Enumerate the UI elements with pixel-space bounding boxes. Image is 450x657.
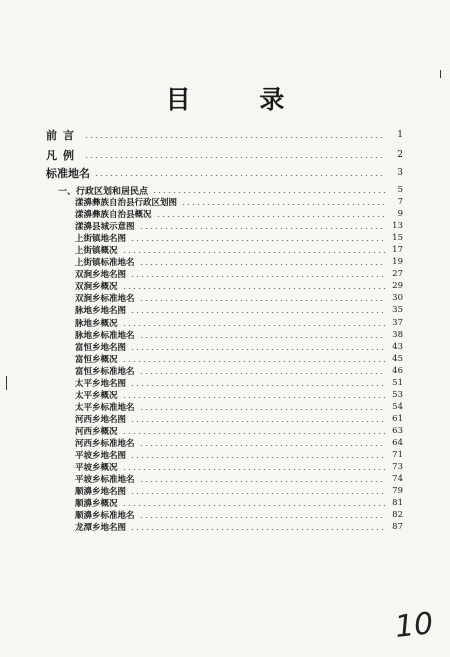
toc-label: 前言 [46, 129, 80, 142]
toc-page-number: 30 [392, 293, 403, 304]
toc-leader-dots [130, 349, 386, 350]
toc-label: 河西乡地名图 [75, 414, 127, 425]
toc-leader-dots [139, 264, 386, 265]
toc-row [46, 148, 403, 162]
toc-page-number: 87 [392, 522, 403, 533]
scan-mark-left [6, 376, 7, 390]
toc-page-number: 15 [392, 233, 403, 244]
toc-label: 富恒乡概况 [75, 354, 118, 365]
toc-page-number: 73 [392, 462, 403, 473]
toc-page-number: 74 [392, 474, 403, 485]
toc-leader-dots [94, 175, 386, 176]
scan-mark-right [440, 70, 441, 78]
toc-row [75, 232, 403, 244]
toc-page-number: 64 [392, 438, 403, 448]
toc-row [75, 413, 403, 425]
toc-leader-dots [139, 481, 386, 482]
toc-row [75, 497, 403, 509]
toc-row [58, 184, 403, 196]
toc-leader-dots [122, 325, 386, 326]
toc-page-number: 61 [392, 413, 403, 424]
toc-leader-dots [84, 157, 386, 158]
toc-leader-dots [122, 361, 386, 362]
toc-page-number: 5 [397, 185, 403, 195]
toc-row [75, 521, 403, 533]
toc-leader-dots [139, 445, 386, 446]
toc-label: 太平乡概况 [75, 390, 118, 401]
toc-label: 漾濞彝族自治县行政区划图 [75, 198, 178, 208]
toc-leader-dots [139, 228, 386, 229]
toc-label: 顺濞乡地名图 [75, 487, 127, 498]
toc-page-number: 27 [392, 269, 403, 280]
toc-row [75, 377, 403, 389]
toc-leader-dots [122, 252, 386, 253]
toc-page-number: 82 [392, 510, 403, 521]
toc-leader-dots [122, 288, 386, 289]
toc-label: 平坡乡地名图 [75, 451, 127, 462]
toc-page-number: 45 [392, 353, 403, 364]
toc-row [75, 244, 403, 256]
toc-label: 脉地乡标准地名 [75, 330, 135, 341]
toc-row [75, 437, 403, 449]
toc-leader-dots [130, 457, 386, 458]
toc-row [75, 196, 403, 208]
toc-leader-dots [130, 385, 386, 386]
toc-row [75, 208, 403, 220]
toc-row [75, 280, 403, 292]
toc-leader-dots [130, 312, 386, 313]
toc-label: 上街镇地名图 [75, 234, 127, 245]
toc-row [75, 401, 403, 413]
toc-label: 顺濞乡标准地名 [75, 511, 135, 522]
toc-page-number: 17 [392, 245, 403, 256]
toc-row [75, 268, 403, 280]
toc-label: 标准地名 [46, 167, 90, 180]
toc-page-number: 19 [392, 257, 403, 268]
toc-label: 双涧乡地名图 [75, 270, 127, 281]
toc-page-number: 29 [392, 281, 403, 292]
toc-label: 凡例 [46, 149, 80, 162]
toc-row [75, 292, 403, 304]
toc-page-number: 3 [397, 168, 403, 178]
toc-page-number: 35 [392, 305, 403, 316]
toc-label: 太平乡标准地名 [75, 402, 135, 413]
toc-label: 脉地乡地名图 [75, 306, 127, 317]
toc-row [75, 341, 403, 353]
toc-page-number: 43 [392, 341, 403, 352]
toc-leader-dots [139, 373, 386, 374]
toc-leader-dots [130, 240, 386, 241]
toc-leader-dots [122, 433, 386, 434]
toc-row [75, 353, 403, 365]
toc-label: 上街镇标准地名 [75, 258, 135, 269]
toc-leader-dots [130, 493, 386, 494]
toc-leader-dots [139, 300, 386, 301]
toc-label: 双涧乡标准地名 [75, 294, 135, 305]
toc-page-number: 46 [392, 365, 403, 376]
toc-leader-dots [139, 337, 386, 338]
toc-row [75, 329, 403, 341]
toc-row [75, 509, 403, 521]
toc-label: 太平乡地名图 [75, 378, 127, 389]
toc-leader-dots [130, 421, 386, 422]
toc-label: 平坡乡概况 [75, 463, 118, 474]
toc-page-number: 53 [392, 389, 403, 400]
toc-row [75, 256, 403, 268]
toc-leader-dots [130, 276, 386, 277]
toc-label: 漾濞县城示意图 [75, 222, 135, 233]
toc-leader-dots [139, 517, 386, 518]
toc-row [46, 166, 403, 180]
toc-page-number: 51 [392, 377, 403, 388]
handwritten-page-number: 10 [393, 606, 435, 645]
toc-row [75, 461, 403, 473]
toc-label: 龙潭乡地名图 [75, 523, 127, 534]
toc-page-number: 2 [397, 150, 403, 160]
toc-label: 平坡乡标准地名 [75, 475, 135, 486]
toc-label: 脉地乡概况 [75, 318, 118, 329]
toc-page-number: 54 [392, 401, 403, 412]
toc-row [75, 365, 403, 377]
toc-label: 上街镇概况 [75, 246, 118, 257]
toc-page-number: 71 [392, 450, 403, 461]
toc-label: 河西乡概况 [75, 426, 118, 437]
page-title: 目 录 [165, 85, 315, 114]
toc-leader-dots [156, 216, 386, 217]
toc-label: 漾濞彝族自治县概况 [75, 210, 152, 221]
toc-label: 富恒乡地名图 [75, 342, 127, 353]
toc-row [75, 220, 403, 232]
toc-page-number: 13 [392, 221, 403, 232]
toc-page-number: 9 [397, 209, 403, 220]
toc-page-number: 37 [392, 317, 403, 328]
toc-leader-dots [181, 204, 386, 205]
toc-row [75, 449, 403, 461]
toc-label: 富恒乡标准地名 [75, 366, 135, 377]
toc-leader-dots [122, 397, 386, 398]
toc-page-number: 7 [397, 197, 403, 207]
toc-row [75, 389, 403, 401]
toc-row [75, 485, 403, 497]
toc-row [75, 473, 403, 485]
toc-leader-dots [122, 469, 386, 470]
toc-row [75, 425, 403, 437]
toc-row [75, 304, 403, 316]
toc-label: 双涧乡概况 [75, 282, 118, 293]
toc-page-number: 79 [392, 486, 403, 497]
toc-label: 顺濞乡概况 [75, 499, 118, 510]
toc-row [46, 128, 403, 142]
toc-leader-dots [139, 409, 386, 410]
toc-page-number: 38 [392, 329, 403, 340]
toc-leader-dots [122, 505, 386, 506]
toc-leader-dots [84, 137, 386, 138]
toc-row [75, 317, 403, 329]
toc-page-number: 81 [392, 498, 403, 509]
toc-label: 河西乡标准地名 [75, 439, 135, 449]
toc-label: 一、行政区划和居民点 [58, 186, 149, 197]
toc-leader-dots [130, 529, 386, 530]
toc-page-number: 63 [392, 425, 403, 436]
toc-leader-dots [152, 192, 386, 193]
toc-page-number: 1 [397, 130, 403, 140]
